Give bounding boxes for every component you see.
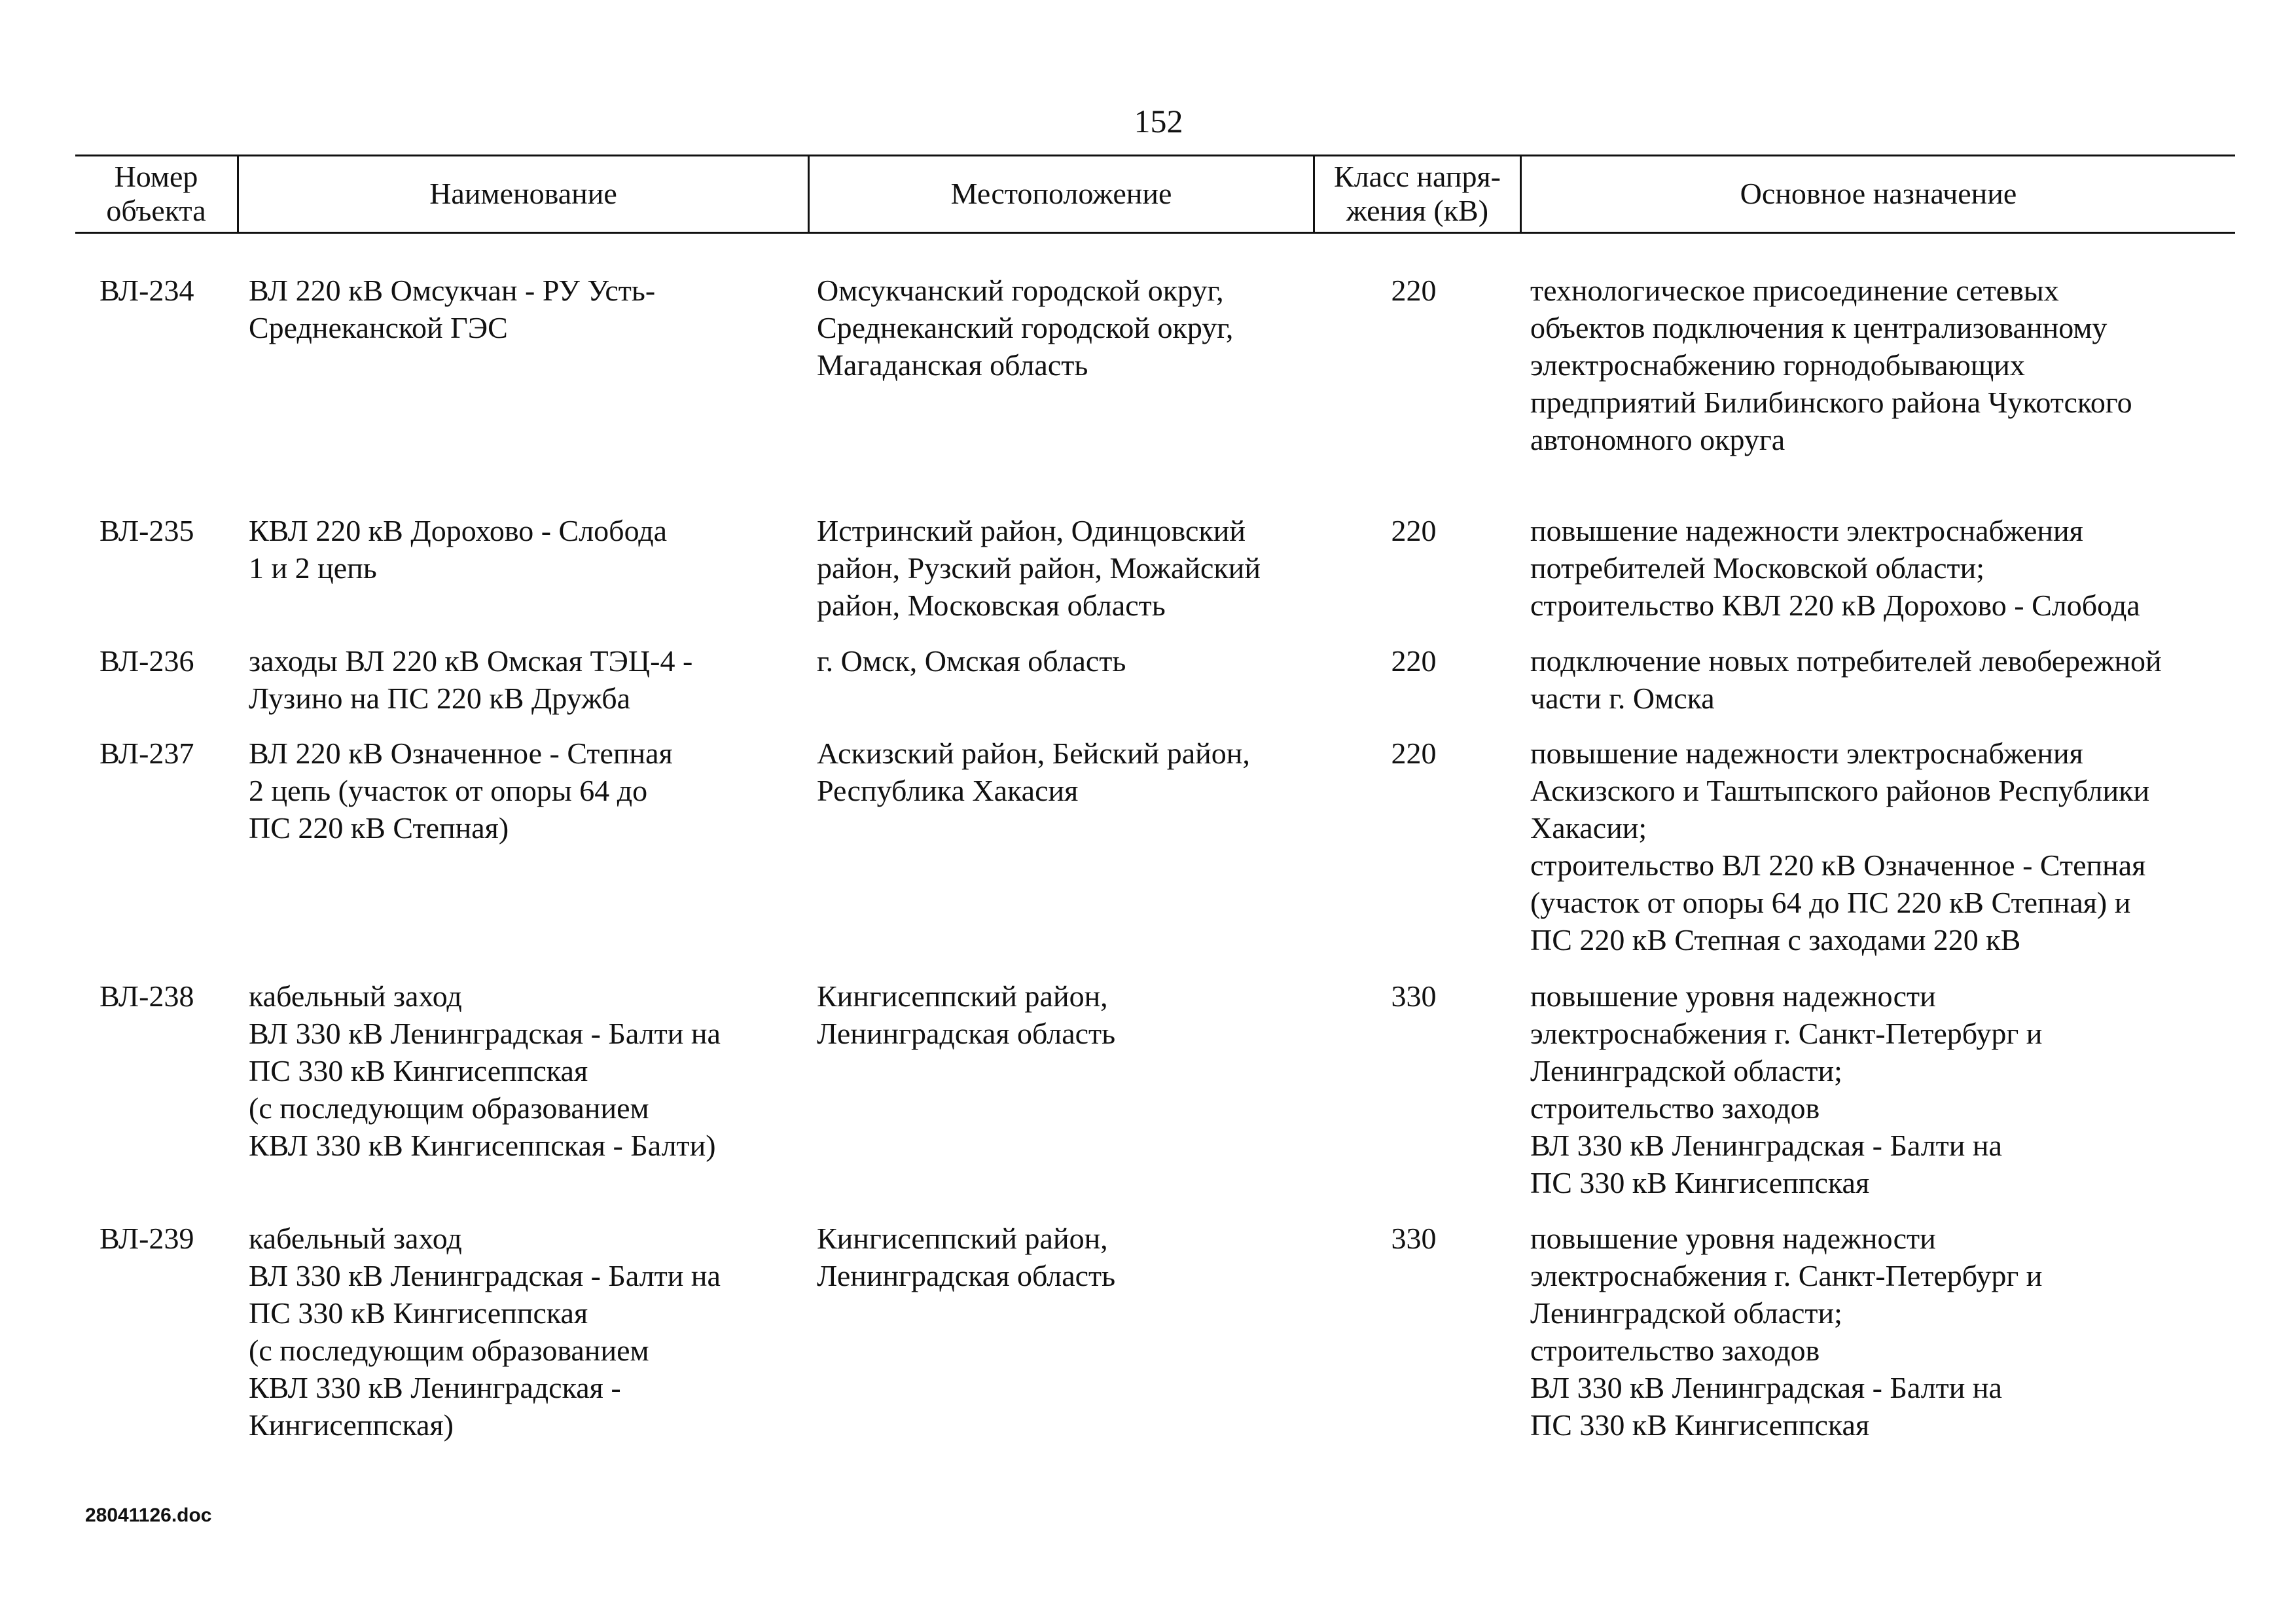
row-number: ВЛ-238 (99, 979, 194, 1013)
row-location: г. Омск, Омская область (817, 644, 1126, 678)
row-purpose: повышение уровня надежности электроснабжения г. Санкт-Петербург и Ленинградской области; строительство заходов ВЛ 330 кВ Ленинградская - Балти на ПС 330 кВ Кингисеппская (1530, 1222, 2043, 1442)
row-voltage: 330 (1391, 1222, 1437, 1255)
row-name: ВЛ 220 кВ Омсукчан - РУ Усть- Среднеканской ГЭС (249, 274, 656, 344)
column-header-name: Наименование (429, 177, 617, 210)
row-number: ВЛ-237 (99, 737, 194, 770)
row-voltage: 220 (1391, 644, 1437, 678)
row-purpose: технологическое присоединение сетевых объектов подключения к централизованному электроснабжению горнодобывающих предприятий Билибинского района Чукотского автономного округа (1530, 274, 2132, 456)
row-number: ВЛ-236 (99, 644, 194, 678)
row-voltage: 220 (1391, 274, 1437, 307)
row-name: кабельный заход ВЛ 330 кВ Ленинградская - Балти на ПС 330 кВ Кингисеппская (с последующим образованием КВЛ 330 кВ Ленинградская - Кингисеппская) (249, 1222, 721, 1442)
column-header-number: Номер объекта (106, 160, 206, 227)
column-header-purpose: Основное назначение (1740, 177, 2017, 210)
row-purpose: подключение новых потребителей левобережной части г. Омска (1530, 644, 2162, 715)
column-header-location: Местоположение (950, 177, 1172, 210)
row-name: ВЛ 220 кВ Означенное - Степная 2 цепь (участок от опоры 64 до ПС 220 кВ Степная) (249, 737, 673, 845)
row-name: заходы ВЛ 220 кВ Омская ТЭЦ-4 - Лузино на ПС 220 кВ Дружба (249, 644, 693, 715)
table-header-bottom-rule (75, 232, 2235, 234)
row-location: Кингисеппский район, Ленинградская область (817, 979, 1116, 1050)
row-name: КВЛ 220 кВ Дорохово - Слобода 1 и 2 цепь (249, 514, 668, 585)
row-purpose: повышение надежности электроснабжения потребителей Московской области; строительство КВЛ 220 кВ Дорохово - Слобода (1530, 514, 2140, 622)
row-number: ВЛ-239 (99, 1222, 194, 1255)
row-purpose: повышение уровня надежности электроснабжения г. Санкт-Петербург и Ленинградской области; строительство заходов ВЛ 330 кВ Ленинградская - Балти на ПС 330 кВ Кингисеппская (1530, 979, 2043, 1199)
row-voltage: 330 (1391, 979, 1437, 1013)
column-header-voltage: Класс напря- жения (кВ) (1334, 160, 1501, 227)
row-location: Омсукчанский городской округ, Среднеканский городской округ, Магаданская область (817, 274, 1234, 382)
row-purpose: повышение надежности электроснабжения Аскизского и Таштыпского районов Республики Хакасии; строительство ВЛ 220 кВ Означенное - Степная (участок от опоры 64 до ПС 220 кВ Степная) и ПС 220 кВ Степная с заходами 220 кВ (1530, 737, 2150, 957)
row-number: ВЛ-235 (99, 514, 194, 547)
page-number: 152 (1134, 103, 1183, 139)
row-location: Аскизский район, Бейский район, Республика Хакасия (817, 737, 1250, 807)
row-number: ВЛ-234 (99, 274, 194, 307)
row-location: Истринский район, Одинцовский район, Рузский район, Можайский район, Московская область (817, 514, 1261, 622)
row-name: кабельный заход ВЛ 330 кВ Ленинградская - Балти на ПС 330 кВ Кингисеппская (с последующим образованием КВЛ 330 кВ Кингисеппская - Балти) (249, 979, 721, 1162)
document-id: 28041126.doc (85, 1504, 212, 1526)
row-voltage: 220 (1391, 737, 1437, 770)
row-location: Кингисеппский район, Ленинградская область (817, 1222, 1116, 1292)
row-voltage: 220 (1391, 514, 1437, 547)
